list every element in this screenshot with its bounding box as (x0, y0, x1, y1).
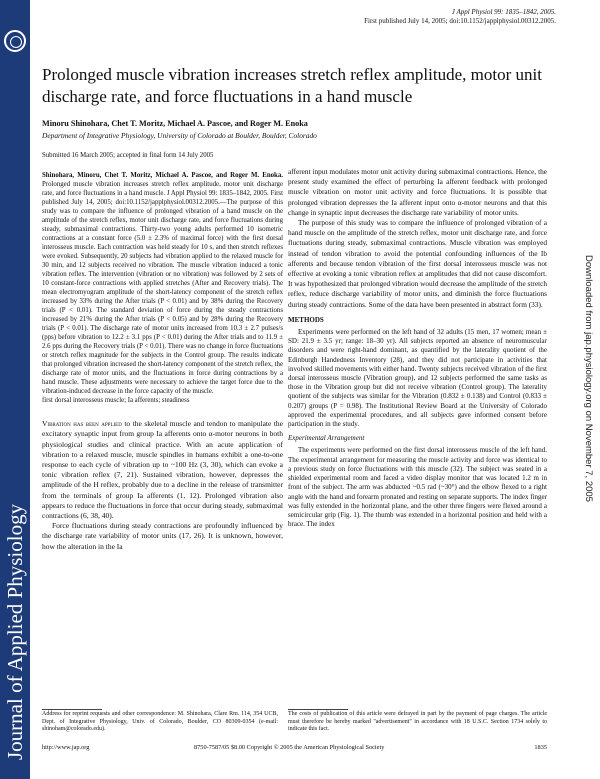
author-list: Minoru Shinohara, Chet T. Moritz, Michael A. Pascoe, and Roger M. Enoka (42, 119, 308, 128)
methods-heading: METHODS (288, 315, 324, 324)
aps-logo-icon (4, 30, 26, 52)
article-title: Prolonged muscle vibration increases stretch reflex amplitude, motor unit discharge rate, and force fluctuations in a hand muscle (42, 65, 542, 106)
keywords: first dorsal interosseus muscle; Ia afferents; steadiness (42, 397, 190, 404)
footnote-rule-right (288, 709, 348, 710)
journal-sidebar (0, 0, 30, 779)
journal-url[interactable]: http://www.jap.org (42, 744, 90, 751)
right-column (288, 167, 547, 529)
submission-dates: Submitted 16 March 2005; accepted in final form 14 July 2005 (42, 152, 214, 159)
abstract-text: Prolonged muscle vibration increases stretch reflex amplitude, motor unit discharge rate, and force fluctuations in a hand muscle. J Appl Physiol 99: 1835–1842, 2005. First published July 14, 2005; doi:10.1152/japplphysiol.00312.2005.—The purpose of this study was to compare the influence of prolonged vibration of a hand muscle on the amplitude of the stretch reflex, motor unit discharge rate, and force fluctuations during steady, submaximal contractions. Thirty-two young adults performed 10 isometric contractions at a constant force (5.0 ± 2.3% of maximal force) with the first dorsal interosseus muscle. Each contraction was held steady for 10 s, and then stretch reflexes were evoked. Subsequently, 20 subjects had vibration applied to the relaxed muscle for 30 min, and 12 subjects received no vibration. The muscle vibration induced a tonic vibration reflex. The intervention (vibration or no vibration) was followed by 2 sets of 10 constant-force contractions with applied stretches (After and Recovery trials). The mean electromyogram amplitude of the short-latency component of the stretch reflex increased by 33% during the After trials (P < 0.01) and by 38% during the Recovery trials (P < 0.01). The standard deviation of force during the steady contractions increased by 21% during the After trials (P < 0.05) and by 28% during the Recovery trials (P < 0.01). The discharge rate of motor units increased from 10.3 ± 2.7 pulses/s (pps) before vibration to 12.2 ± 3.1 pps (P < 0.01) during the After trials and to 11.9 ± 2.6 pps during the Recovery trials (P < 0.01). There was no change in force fluctuations or stretch reflex magnitude for the subjects in the Control group. The results indicate that prolonged vibration increased the short-latency component of the stretch reflex, the discharge rate of motor units, and the fluctuations in force during contractions by a hand muscle. These adjustments were necessary to achieve the target force due to the vibration-induced decrease in the force capacity of the muscle. (42, 181, 283, 395)
left-column (42, 171, 283, 552)
citation-line: J Appl Physiol 99: 1835–1842, 2005. (451, 8, 556, 16)
arrangement-paragraph: The experiments were performed on the first dorsal interosseus muscle of the left hand. The experimental arrangement for measuring the muscle activity and force was identical to a previous study on force fluctuations with this muscle (32). The subject was seated in a shielded experimental room and faced a video display monitor that was located 1.2 m in front of the subject. The arm was abducted ~0.5 rad (~30°) and the elbow flexed to a right angle with the hand and forearm pronated and resting on separate supports. The index finger was fully extended in the horizontal plane, and the other three fingers were flexed around a semicircular grip (Fig. 1). The thumb was extended in a horizontal position and held with a brace. The index (288, 446, 547, 529)
citation-header (364, 8, 556, 26)
right-paragraph-1: afferent input modulates motor unit activity during submaximal contractions. Hence, the present study examined the effect of perturbing Ia afferent feedback with prolonged muscle vibration on motor unit activity and force fluctuations. It is possible that prolonged vibration depresses the Ia afferent input onto α-motor neurons and that this change in synaptic input decreases the discharge rate variability of motor units. (288, 167, 547, 217)
intro-lead: Vibration has been applied (42, 419, 122, 429)
copyright-line: 8750-7587/05 $8.00 Copyright © 2005 the American Physiological Society (194, 744, 385, 751)
publication-cost-footnote: The costs of publication of this article were defrayed in part by the payment of page charges. The article must therefore be hereby marked "advertisement" in accordance with 18 U.S.C. Section 1734 solely to indicate this fact. (288, 711, 547, 732)
intro-text-1: to the skeletal muscle and tendon to manipulate the excitatory synaptic input from group Ia afferents onto α-motor neurons in both physiological studies and clinical practice. With an acute application of vibration to a relaxed muscle, muscle spindles in humans exhibit a one-to-one response to each cycle of vibration up to ~100 Hz (3, 30), which can evoke a tonic vibration reflex (7, 21). Sustained vibration, however, depresses the amplitude of the H reflex, probably due to a decline in the release of transmitter from the terminals of group Ia afferents (1, 12). Prolonged vibration also appears to reduce the fluctuations in force that occur during steady, submaximal contractions (6, 38, 40). (42, 419, 283, 521)
page-number: 1835 (534, 744, 547, 751)
doi-line: First published July 14, 2005; doi:10.1152/japplphysiol.00312.2005. (364, 17, 556, 25)
methods-paragraph: Experiments were performed on the left hand of 32 adults (15 men, 17 women; mean ± SD: 21.9 ± 3.5 yr; range: 18–30 yr). All subjects reported an absence of neuromuscular disorders and were right-hand dominant, as quantified by the laterality quotient of the Edinburgh Handedness Inventory (28), and they did not participate in activities that involved skilled movements with either hand. Twenty subjects received vibration of the first dorsal interosseus muscle (Vibration group), and 12 subjects performed the same tasks as those in the Vibration group but did not receive vibration (Control group). The laterality quotient of the subjects was similar for the Vibration (0.832 ± 0.138) and Control (0.833 ± 0.207) groups (P = 0.98). The Institutional Review Board at the University of Colorado approved the experimental procedures, and all subjects gave informed consent before participation in the study. (288, 328, 547, 429)
affiliation: Department of Integrative Physiology, University of Colorado at Boulder, Boulder, Colorado (42, 131, 317, 140)
arrangement-heading: Experimental Arrangement (288, 434, 365, 443)
footnote-rule-left (42, 709, 102, 710)
correspondence-footnote: Address for reprint requests and other correspondence: M. Shinohara, Clare Rm. 114, 354 UCB, Dept. of Integrative Physiology, Univ. of Colorado, Boulder, CO 80309-0354 (e-mail: shinoham@colorado.edu). (42, 711, 278, 732)
download-note: Downloaded from jap.physiology.org on November 7, 2005 (583, 255, 594, 502)
abstract-authors: Shinohara, Minoru, Chet T. Moritz, Michael A. Pascoe, and Roger M. Enoka. (42, 172, 283, 179)
right-paragraph-2: The purpose of this study was to compare the influence of prolonged vibration of a hand muscle on the amplitude of the stretch reflex, motor unit discharge rate, and force fluctuations during steady, submaximal contractions. Muscle vibration was employed instead of tendon vibration to avoid the potential confounding influences of the Ib afferents and because tendon vibration of the first dorsal interosseus muscle was not effective at evoking a tonic vibration reflex at amplitudes that did not cause discomfort. It was hypothesized that prolonged vibration would decrease the amplitude of the stretch reflex, reduce discharge variability of motor units, and diminish the force fluctuations during steady contractions. Some of the data have been presented in abstract form (33). (288, 218, 547, 309)
intro-paragraph-2: Force fluctuations during steady contractions are profoundly influenced by the discharge rate variability of motor units (17, 26). It is unknown, however, how the alteration in the Ia (42, 521, 283, 551)
abstract (42, 171, 283, 396)
journal-name: Journal of Applied Physiology (3, 503, 27, 760)
intro-paragraph-1 (42, 419, 283, 521)
